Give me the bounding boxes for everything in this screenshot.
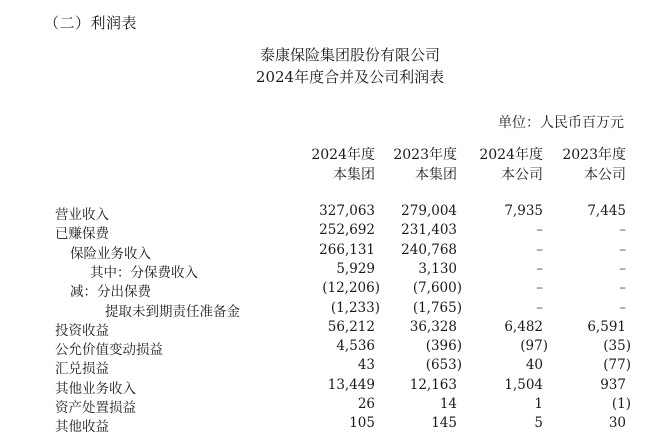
table-row <box>0 319 660 338</box>
cell-value: 279,004 <box>401 203 457 219</box>
cell-value: 6,482 <box>504 318 543 335</box>
cell-value: 36,328 <box>409 318 457 335</box>
cell-value: (653) <box>425 357 462 374</box>
cell-value: (7,600) <box>412 280 462 297</box>
cell-value: 1 <box>534 396 543 412</box>
cell-value: (12,206) <box>322 280 380 297</box>
table-row <box>0 338 660 357</box>
cell-value: 6,591 <box>587 318 626 335</box>
row-label: 提取未到期责任准备金 <box>105 303 240 320</box>
row-label: 保险业务收入 <box>70 245 151 262</box>
row-label: 资产处置损益 <box>55 400 136 416</box>
cell-value: 3,130 <box>418 260 457 277</box>
cell-value: 4,536 <box>336 338 375 355</box>
column-header-group-2023: 2023年度 本集团 <box>393 147 457 183</box>
cell-value: 145 <box>431 415 457 432</box>
table-row <box>0 261 660 280</box>
cell-value: 5,929 <box>336 260 375 277</box>
cell-value: 7,445 <box>587 203 626 219</box>
currency-unit: 单位：人民币百万元 <box>498 115 624 131</box>
cell-value: 26 <box>357 396 375 412</box>
cell-value: 240,768 <box>401 241 457 258</box>
section-title: （二）利润表 <box>44 14 138 32</box>
table-row <box>0 203 660 222</box>
table-row <box>0 396 660 415</box>
company-name: 泰康保险集团股份有限公司 <box>259 46 440 64</box>
row-label: 其他收益 <box>55 419 109 435</box>
cell-value: 231,403 <box>401 222 457 239</box>
cell-value: – <box>619 222 626 239</box>
row-label: 公允价值变动损益 <box>55 342 163 359</box>
cell-value: – <box>536 280 543 297</box>
table-row <box>0 415 660 434</box>
cell-value: 937 <box>600 376 626 393</box>
cell-value: (1,233) <box>330 299 380 316</box>
cell-value: 13,449 <box>327 376 375 393</box>
row-label: 营业收入 <box>55 207 109 223</box>
cell-value: – <box>619 260 626 277</box>
cell-value: 266,131 <box>319 241 375 258</box>
column-header-group-2024: 2024年度 本集团 <box>311 147 375 183</box>
cell-value: – <box>619 280 626 297</box>
cell-value: – <box>536 299 543 316</box>
statement-title: 2024年度合并及公司利润表 <box>255 68 445 86</box>
cell-value: 1,504 <box>504 376 543 393</box>
cell-value: 7,935 <box>504 203 543 219</box>
row-label: 其中：分保费收入 <box>90 264 198 281</box>
cell-value: (1,765) <box>412 299 462 316</box>
cell-value: 56,212 <box>327 318 375 335</box>
row-label: 已赚保费 <box>55 226 109 243</box>
cell-value: (396) <box>425 338 462 355</box>
cell-value: – <box>619 299 626 316</box>
table-row <box>0 222 660 241</box>
column-header-company-2024: 2024年度 本公司 <box>479 147 543 183</box>
row-label: 汇兑损益 <box>55 361 109 378</box>
cell-value: 40 <box>525 357 543 374</box>
table-row <box>0 377 660 396</box>
cell-value: 30 <box>608 415 626 432</box>
table-row <box>0 300 660 319</box>
table-row <box>0 280 660 299</box>
cell-value: – <box>536 241 543 258</box>
cell-value: – <box>536 260 543 277</box>
cell-value: (35) <box>603 338 631 355</box>
cell-value: – <box>536 222 543 239</box>
row-label: 减：分出保费 <box>70 284 151 301</box>
cell-value: – <box>619 241 626 258</box>
row-label: 其他业务收入 <box>55 380 136 397</box>
table-row <box>0 242 660 261</box>
cell-value: (77) <box>603 357 631 374</box>
cell-value: 252,692 <box>319 222 375 239</box>
cell-value: 12,163 <box>409 376 457 393</box>
cell-value: 105 <box>349 415 375 432</box>
cell-value: 327,063 <box>319 203 375 219</box>
column-header-company-2023: 2023年度 本公司 <box>562 147 626 183</box>
cell-value: 14 <box>439 396 457 412</box>
row-label: 投资收益 <box>55 322 109 339</box>
table-row <box>0 357 660 376</box>
cell-value: (1) <box>611 396 631 412</box>
cell-value: 5 <box>534 415 543 432</box>
statement-header <box>0 44 660 88</box>
cell-value: 43 <box>357 357 375 374</box>
cell-value: (97) <box>520 338 548 355</box>
